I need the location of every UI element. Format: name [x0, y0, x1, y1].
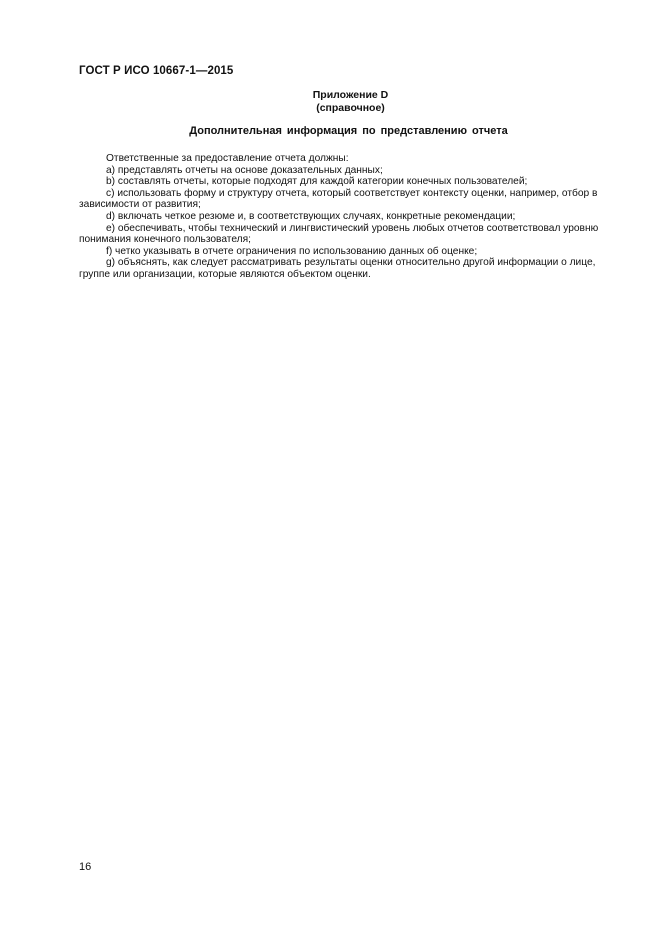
annex-title-block — [0, 89, 661, 115]
document-header: ГОСТ Р ИСО 10667-1—2015 — [79, 65, 234, 77]
list-item-e: e) обеспечивать, чтобы технический и лингвистический уровень любых отчетов соответствовал уровню — [106, 222, 599, 234]
list-item-d: d) включать четкое резюме и, в соответствующих случаях, конкретные рекомендации; — [106, 210, 516, 222]
list-item-g-continuation: группе или организации, которые являются объектом оценки. — [79, 268, 371, 280]
list-item-b: b) составлять отчеты, которые подходят для каждой категории конечных пользователей; — [106, 176, 528, 188]
page-number: 16 — [79, 861, 92, 873]
section-heading-block — [0, 125, 661, 137]
list-item-c: c) использовать форму и структуру отчета, который соответствует контексту оценки, например, отбор в — [106, 187, 598, 199]
list-item-f: f) четко указывать в отчете ограничения по использованию данных об оценке; — [106, 245, 478, 257]
list-item-e-continuation: понимания конечного пользователя; — [79, 234, 251, 246]
list-item-a: a) представлять отчеты на основе доказательных данных; — [106, 164, 383, 176]
body-text — [79, 153, 599, 281]
section-heading: Дополнительная информация по представлению отчета — [189, 125, 508, 137]
annex-title: Приложение D — [312, 89, 389, 101]
list-item-g: g) объяснять, как следует рассматривать результаты оценки относительно другой информации о лице, — [106, 257, 596, 269]
annex-subtitle: (справочное) — [316, 102, 385, 114]
intro-paragraph: Ответственные за предоставление отчета должны: — [106, 153, 349, 164]
list-item-c-continuation: зависимости от развития; — [79, 199, 201, 211]
